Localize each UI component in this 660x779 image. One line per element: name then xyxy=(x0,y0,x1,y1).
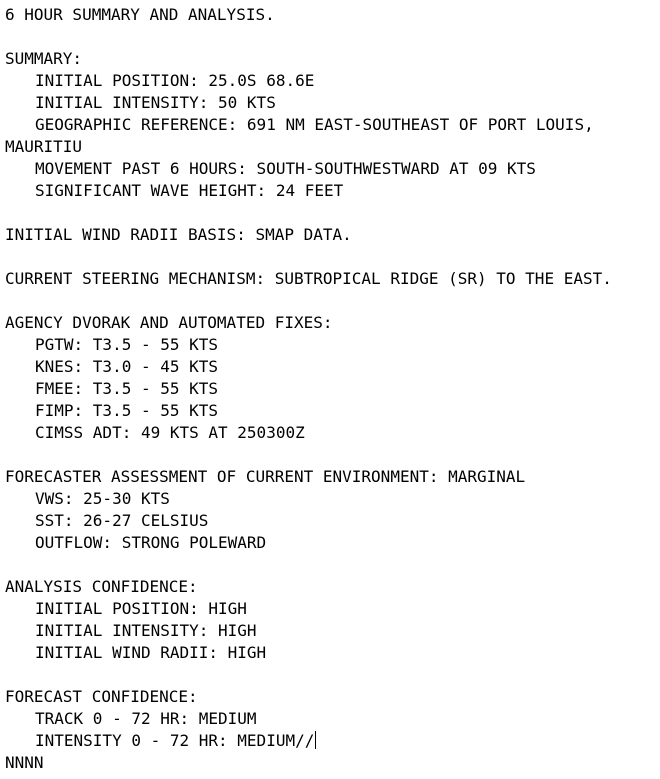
fixes-heading: AGENCY DVORAK AND AUTOMATED FIXES: xyxy=(5,313,333,332)
environment-heading: FORECASTER ASSESSMENT OF CURRENT ENVIRONMENT: MARGINAL xyxy=(5,467,526,486)
bulletin-header: 6 HOUR SUMMARY AND ANALYSIS. xyxy=(5,5,275,24)
bulletin-footer: NNNN xyxy=(5,753,44,772)
fix-item-cimss-adt: CIMSS ADT: 49 KTS AT 250300Z xyxy=(35,423,305,442)
environment-outflow: OUTFLOW: STRONG POLEWARD xyxy=(35,533,267,552)
fix-item-knes: KNES: T3.0 - 45 KTS xyxy=(35,357,219,376)
summary-movement: MOVEMENT PAST 6 HOURS: SOUTH-SOUTHWESTWARD AT 09 KTS xyxy=(35,159,536,178)
fix-item-fimp: FIMP: T3.5 - 55 KTS xyxy=(35,401,219,420)
summary-initial-intensity: INITIAL INTENSITY: 50 KTS xyxy=(35,93,276,112)
summary-geographic-reference: GEOGRAPHIC REFERENCE: 691 NM EAST-SOUTHEAST OF PORT LOUIS, xyxy=(35,115,594,134)
blank-line xyxy=(5,202,657,224)
blank-line xyxy=(5,554,657,576)
forecast-confidence-heading: FORECAST CONFIDENCE: xyxy=(5,687,198,706)
wind-radii-basis: INITIAL WIND RADII BASIS: SMAP DATA. xyxy=(5,225,352,244)
forecast-confidence-track: TRACK 0 - 72 HR: MEDIUM xyxy=(35,709,257,728)
blank-line xyxy=(5,290,657,312)
analysis-confidence-intensity: INITIAL INTENSITY: HIGH xyxy=(35,621,257,640)
blank-line xyxy=(5,246,657,268)
steering-mechanism: CURRENT STEERING MECHANISM: SUBTROPICAL RIDGE (SR) TO THE EAST. xyxy=(5,269,612,288)
environment-vws: VWS: 25-30 KTS xyxy=(35,489,170,508)
analysis-confidence-position: INITIAL POSITION: HIGH xyxy=(35,599,247,618)
forecast-confidence-intensity-line xyxy=(5,730,657,752)
summary-heading: SUMMARY: xyxy=(5,49,83,68)
analysis-confidence-heading: ANALYSIS CONFIDENCE: xyxy=(5,577,198,596)
blank-line xyxy=(5,26,657,48)
fix-item-fmee: FMEE: T3.5 - 55 KTS xyxy=(35,379,219,398)
analysis-confidence-wind-radii: INITIAL WIND RADII: HIGH xyxy=(35,643,267,662)
environment-sst: SST: 26-27 CELSIUS xyxy=(35,511,209,530)
summary-wave-height: SIGNIFICANT WAVE HEIGHT: 24 FEET xyxy=(35,181,344,200)
blank-line xyxy=(5,444,657,466)
summary-geographic-reference-wrap: MAURITIU xyxy=(5,137,83,156)
forecast-confidence-intensity: INTENSITY 0 - 72 HR: MEDIUM// xyxy=(35,731,315,750)
blank-line xyxy=(5,664,657,686)
text-cursor xyxy=(315,731,316,749)
summary-initial-position: INITIAL POSITION: 25.0S 68.6E xyxy=(35,71,315,90)
bulletin-text[interactable] xyxy=(5,4,657,774)
fix-item-pgtw: PGTW: T3.5 - 55 KTS xyxy=(35,335,219,354)
